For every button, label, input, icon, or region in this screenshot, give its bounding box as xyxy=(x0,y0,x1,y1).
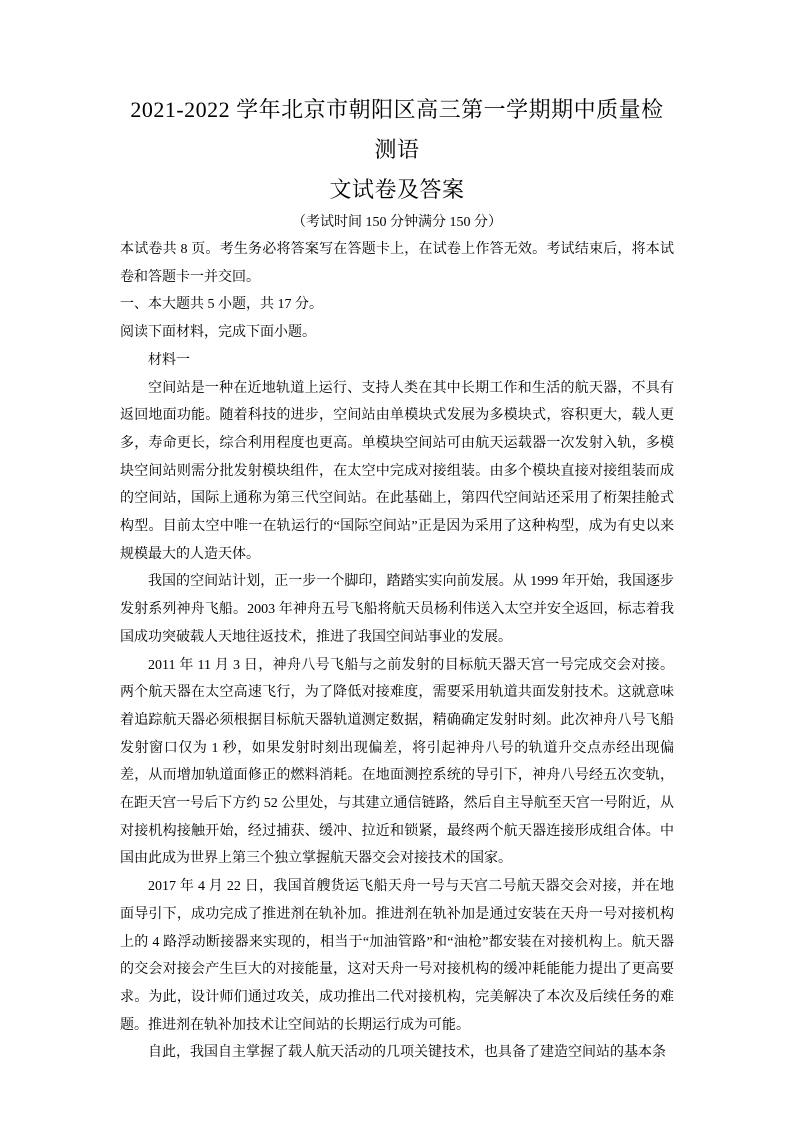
body-paragraph: 2011 年 11 月 3 日，神舟八号飞船与之前发射的目标航天器天宫一号完成交会对接。两个航天器在太空高速飞行，为了降低对接难度，需要采用轨道共面发射技术。这就意味着追踪航天器必须根据目标航天器轨道测定数据，精确确定发射时刻。此次神舟八号飞船发射窗口仅为 1 秒，如果发射时刻出现偏差，将引起神舟八号的轨道升交点赤经出现偏差，从而增加轨道面修正的燃料消耗。在地面测控系统的导引下，神舟八号经五次变轨，在距天宫一号后下方约 52 公里处，与其建立通信链路，然后自主导航至天宫一号附近，从对接机构接触开始，经过捕获、缓冲、拉近和锁紧，最终两个航天器连接形成组合体。中国由此成为世界上第三个独立掌握航天器交会对接技术的国家。 xyxy=(120,657,674,867)
body-paragraph: 2017 年 4 月 22 日，我国首艘货运飞船天舟一号与天宫二号航天器交会对接，并在地面导引下，成功完成了推进剂在轨补加。推进剂在轨补加是通过安装在天舟一号对接机构上的 4 路浮动断接器来实现的，相当于“加油管路”和“油枪”都安装在对接机构上。航天器的交会对接会产生巨大的对接能量，这对天舟一号对接机构的缓冲耗能能力提出了更高要求。为此，设计师们通过攻关，成功推出二代对接机构，完美解决了本次及后续任务的难题。推进剂在轨补加技术让空间站的长期运行成为可能。 xyxy=(120,879,674,1033)
body-paragraph: 我国的空间站计划，正一步一个脚印，踏踏实实向前发展。从 1999 年开始，我国逐步发射系列神舟飞船。2003 年神舟五号飞船将航天员杨利伟送入太空并安全返回，标志着我国成功突破载人天地往返技术，推进了我国空间站事业的发展。 xyxy=(120,574,674,645)
exam-notice: 本试卷共 8 页。考生务必将答案写在答题卡上，在试卷上作答无效。考试结束后，将本试卷和答题卡一并交回。 xyxy=(120,242,674,285)
document-title-line1: 2021-2022 学年北京市朝阳区高三第一学期期中质量检测语 xyxy=(130,97,664,162)
section-header: 一、本大题共 5 小题，共 17 分。 xyxy=(120,297,323,313)
body-paragraph: 自此，我国自主掌握了载人航天活动的几项关键技术，也具备了建造空间站的基本条 xyxy=(148,1045,666,1061)
material-label: 材料一 xyxy=(148,352,190,368)
document-title-line2: 文试卷及答案 xyxy=(329,177,465,202)
body-paragraph: 空间站是一种在近地轨道上运行、支持人类在其中长期工作和生活的航天器，不具有返回地面功能。随着科技的进步，空间站由单模块式发展为多模块式，容积更大，载人更多，寿命更长，综合利用程度也更高。单模块空间站可由航天运载器一次发射入轨，多模块空间站则需分批发射模块组件，在太空中完成对接组装。由多个模块直接对接组装而成的空间站，国际上通称为第三代空间站。在此基础上，第四代空间站还采用了桁架挂舱式构型。目前太空中唯一在轨运行的“国际空间站”正是因为采用了这种构型，成为有史以来规模最大的人造天体。 xyxy=(120,380,674,562)
exam-time-info: （考试时间 150 分钟满分 150 分） xyxy=(292,215,502,230)
document-title xyxy=(120,90,674,210)
reading-instruction: 阅读下面材料，完成下面小题。 xyxy=(120,325,316,341)
